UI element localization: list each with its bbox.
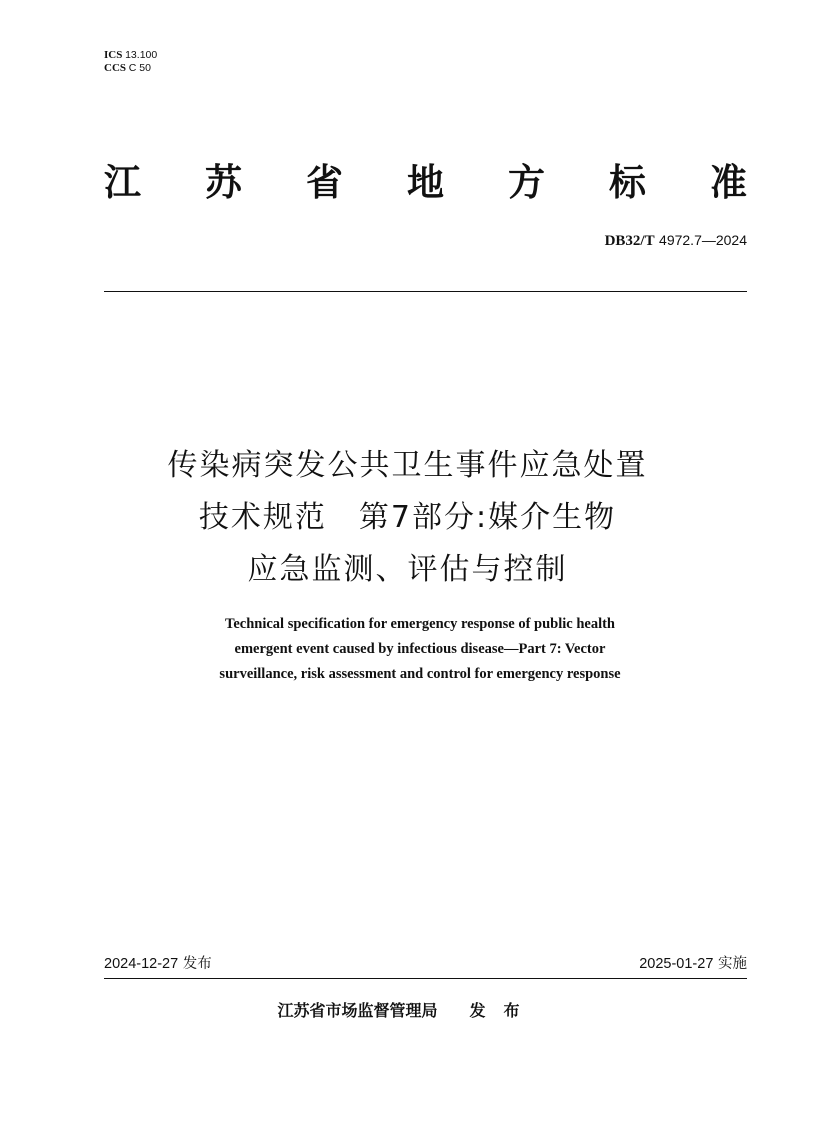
title-cn-line-1: 传染病突发公共卫生事件应急处置 [167, 448, 648, 483]
standard-number [605, 231, 747, 250]
title-en-line-3: surveillance, risk assessment and control for emergency response [219, 666, 621, 682]
ccs-value: C 50 [128, 62, 151, 74]
title-char: 地 [407, 161, 444, 204]
release-label: 发布 [182, 956, 212, 972]
title-char: 方 [508, 161, 545, 204]
ics-code [104, 49, 157, 62]
document-title-chinese [0, 440, 815, 596]
standard-number-prefix: DB32/T [604, 233, 655, 249]
implement-date-block [639, 954, 747, 974]
title-en-line-1: Technical specification for emergency response of public health [225, 616, 615, 632]
document-title-english [0, 612, 815, 687]
release-date-block [104, 954, 212, 974]
classification-codes [104, 49, 157, 75]
title-en-line-2: emergent event caused by infectious disease—Part 7: Vector [234, 641, 606, 657]
issuer-action: 发布 [469, 1001, 538, 1020]
footer-divider [104, 978, 747, 979]
issuer-name: 江苏省市场监督管理局 [277, 1001, 438, 1020]
ccs-label: CCS [104, 62, 127, 74]
title-char: 苏 [205, 161, 242, 204]
title-char: 标 [609, 161, 646, 204]
title-char: 江 [104, 161, 141, 204]
ccs-code [104, 62, 157, 75]
title-cn-line-2: 技术规范 第7部分:媒介生物 [198, 500, 617, 535]
standard-number-body: 4972.7—2024 [659, 232, 747, 248]
title-cn-line-3: 应急监测、评估与控制 [247, 552, 568, 587]
implement-label: 实施 [718, 956, 747, 972]
header-divider [104, 291, 747, 292]
implement-date: 2025-01-27 [639, 956, 714, 972]
ics-value: 13.100 [125, 49, 158, 61]
ics-label: ICS [104, 49, 123, 61]
issuing-authority [0, 1000, 815, 1022]
date-row [104, 954, 747, 974]
release-date: 2024-12-27 [104, 956, 179, 972]
title-char: 省 [306, 161, 343, 204]
standard-category-title [104, 160, 747, 206]
title-char: 准 [710, 161, 747, 204]
